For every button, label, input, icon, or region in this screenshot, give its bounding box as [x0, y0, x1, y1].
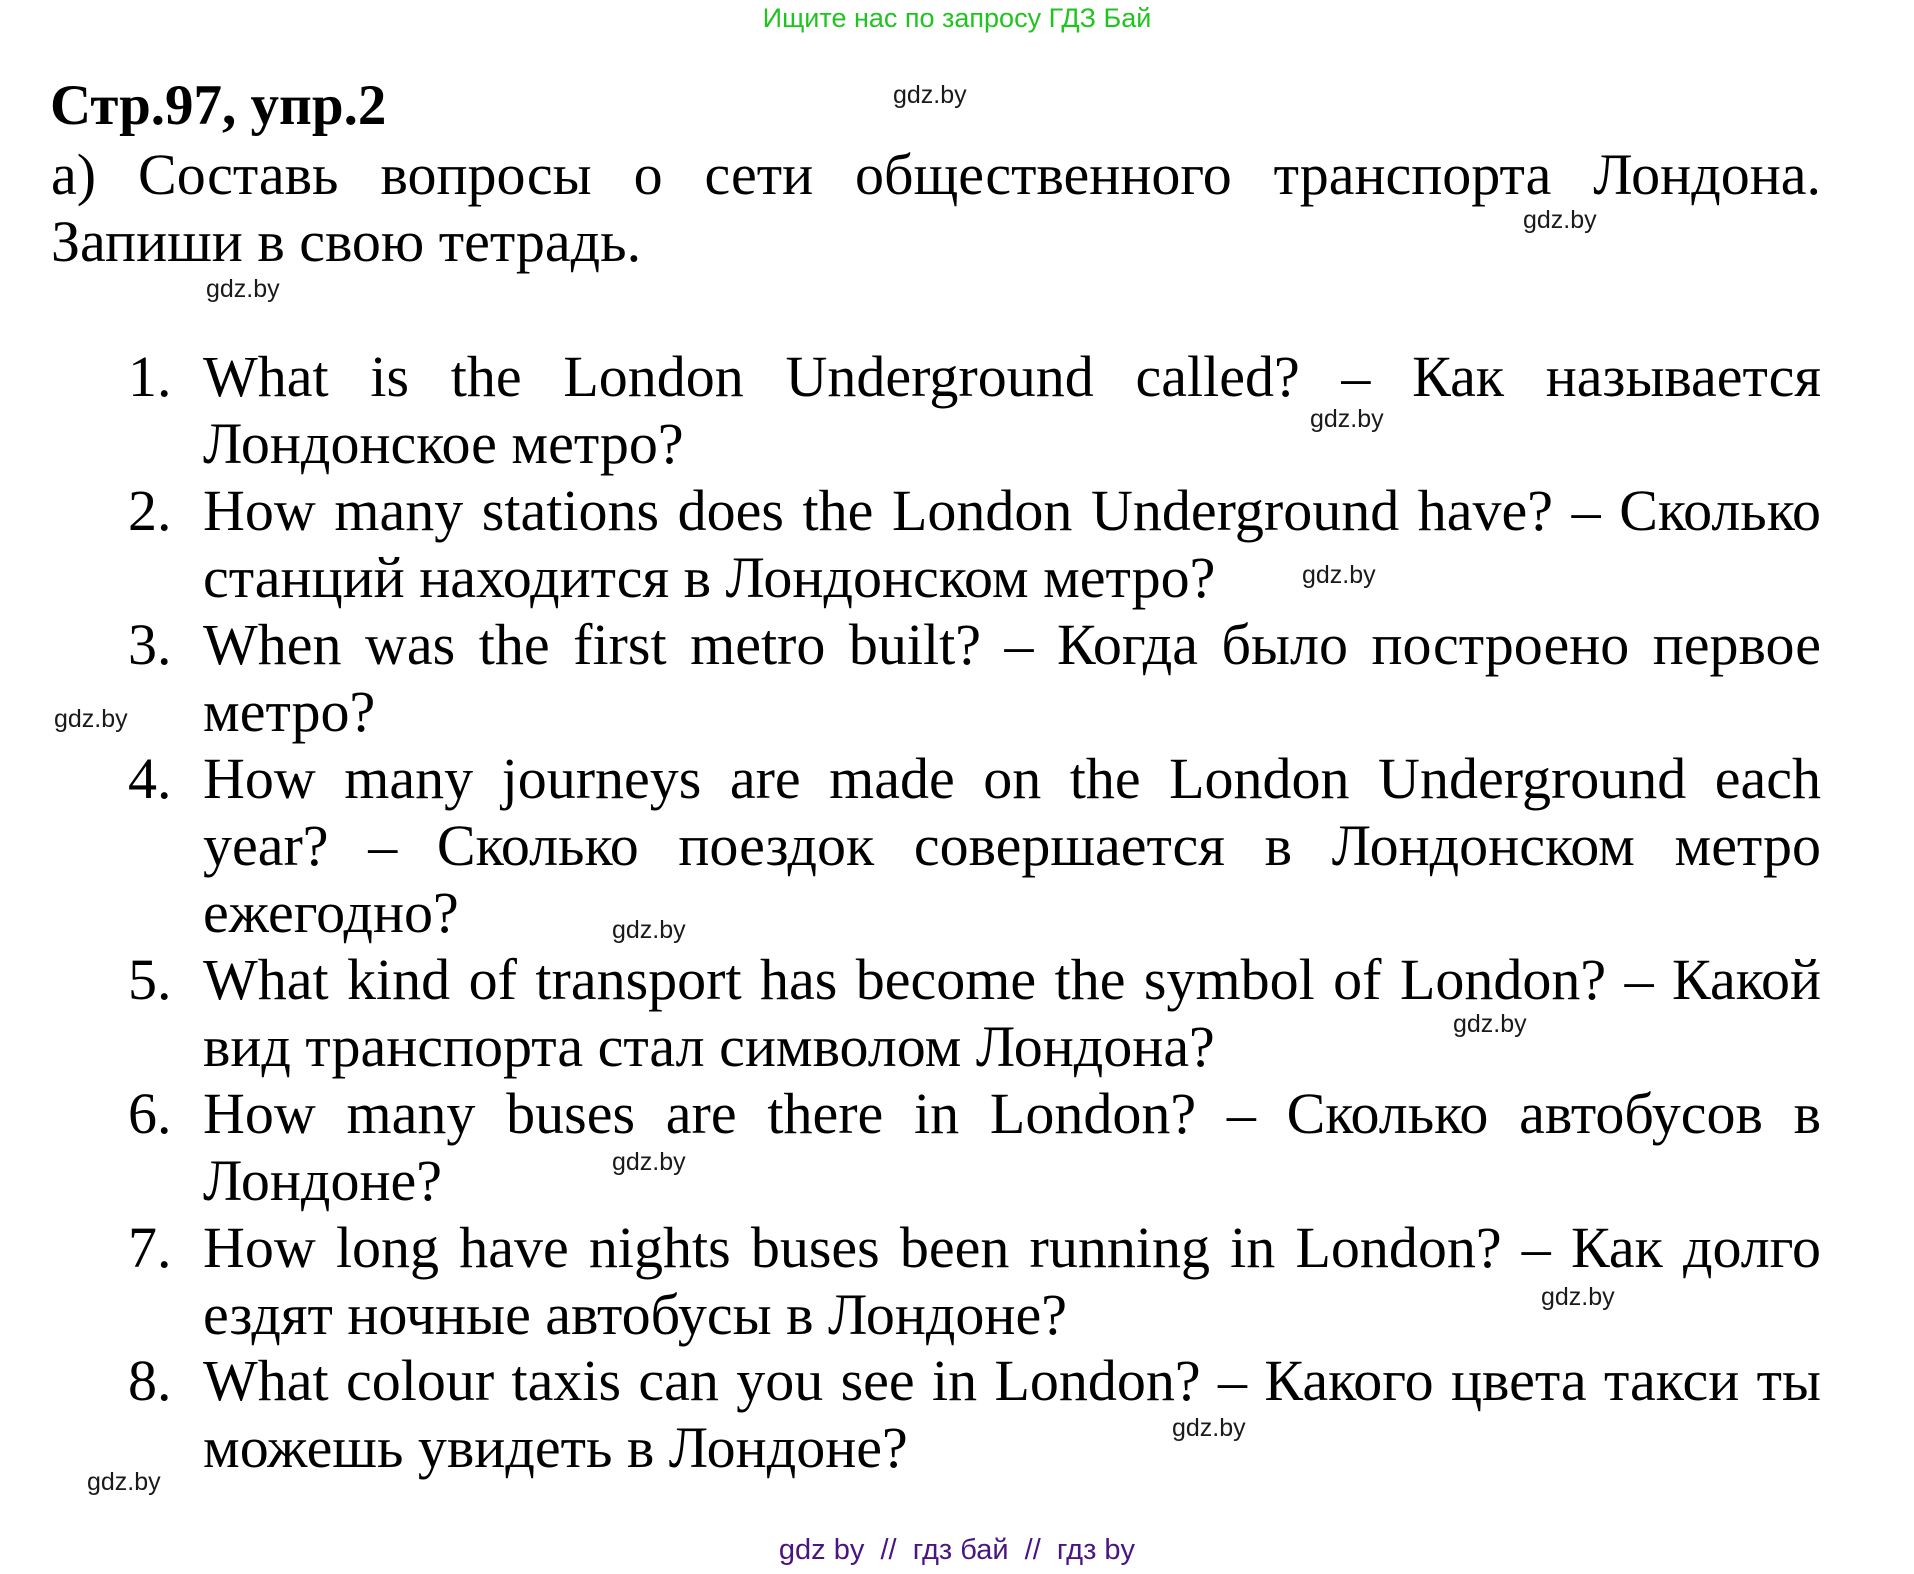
- item-number: 7.: [128, 1215, 172, 1280]
- item-text-line: How many buses are there in London? – Сколько автобусов в: [203, 1081, 1821, 1146]
- watermark: gdz.by: [87, 1468, 161, 1496]
- watermark: gdz.by: [1453, 1010, 1527, 1038]
- item-text-line: Лондонское метро?: [203, 411, 684, 476]
- item-text-line: ежегодно?: [203, 880, 459, 945]
- watermark: gdz.by: [612, 916, 686, 944]
- item-text-line: What colour taxis can you see in London? – Какого цвета такси ты: [203, 1348, 1821, 1413]
- item-number: 2.: [128, 478, 172, 543]
- item-number: 8.: [128, 1348, 172, 1413]
- item-text-line: year? – Сколько поездок совершается в Лондонском метро: [203, 813, 1821, 878]
- item-text-line: How many journeys are made on the London Underground each: [203, 746, 1821, 811]
- task-line-1: а) Составь вопросы о сети общественного транспорта Лондона.: [51, 142, 1821, 207]
- item-number: 3.: [128, 612, 172, 677]
- watermark: gdz.by: [206, 275, 280, 303]
- item-number: 6.: [128, 1081, 172, 1146]
- item-text-line: How many stations does the London Underground have? – Сколько: [203, 478, 1821, 543]
- item-number: 5.: [128, 947, 172, 1012]
- page-title: Стр.97, упр.2: [50, 74, 387, 137]
- task-line-2: Запиши в свою тетрадь.: [51, 209, 642, 274]
- watermark: gdz.by: [612, 1148, 686, 1176]
- watermark: gdz.by: [1172, 1414, 1246, 1442]
- watermark: gdz.by: [1310, 405, 1384, 433]
- promo-banner: Ищите нас по запросу ГДЗ Бай: [762, 3, 1152, 33]
- watermark: gdz.by: [54, 705, 128, 733]
- item-text-line: станций находится в Лондонском метро?: [203, 545, 1216, 610]
- item-text-line: Лондоне?: [203, 1148, 442, 1213]
- item-text-line: вид транспорта стал символом Лондона?: [203, 1014, 1215, 1079]
- item-text-line: можешь увидеть в Лондоне?: [203, 1415, 908, 1480]
- watermark: gdz.by: [893, 81, 967, 109]
- item-text-line: What is the London Underground called? – Как называется: [203, 344, 1821, 409]
- item-text-line: ездят ночные автобусы в Лондоне?: [203, 1282, 1067, 1347]
- watermark: gdz.by: [1302, 561, 1376, 589]
- watermark: gdz.by: [1541, 1283, 1615, 1311]
- item-text-line: When was the first metro built? – Когда было построено первое: [203, 612, 1821, 677]
- item-text-line: What kind of transport has become the symbol of London? – Какой: [203, 947, 1821, 1012]
- footer-links: gdz by // гдз бай // гдз by: [778, 1534, 1136, 1566]
- item-number: 1.: [128, 344, 172, 409]
- watermark: gdz.by: [1523, 206, 1597, 234]
- item-text-line: метро?: [203, 679, 376, 744]
- item-number: 4.: [128, 746, 172, 811]
- item-text-line: How long have nights buses been running in London? – Как долго: [203, 1215, 1821, 1280]
